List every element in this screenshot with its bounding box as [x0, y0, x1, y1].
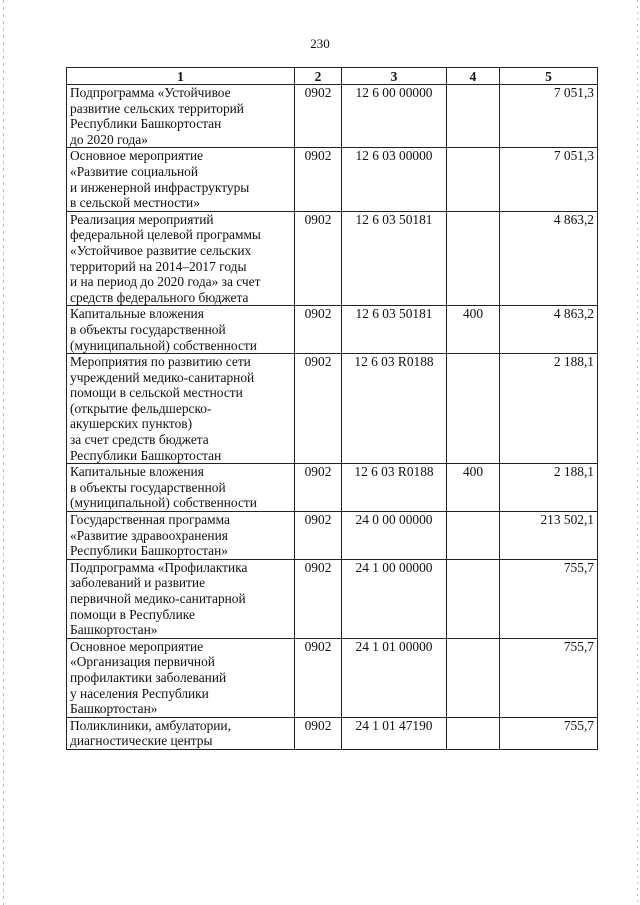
row-sum-cell: [500, 638, 598, 717]
row-expense-type-cell: [447, 211, 500, 306]
row-target-article-cell: [342, 306, 447, 354]
row-name-cell: [67, 717, 295, 749]
row-sum-cell-text: 213 502,1: [540, 512, 594, 528]
row-name-cell-text: Государственная программа «Развитие здравоохранения Республики Башкортостан»: [70, 512, 230, 559]
row-sum-cell-text: 4 863,2: [553, 306, 594, 322]
table-row: [67, 148, 598, 211]
scan-edge-left: [3, 0, 4, 905]
row-target-article-cell: [342, 85, 447, 148]
column-header-2: 2: [295, 68, 342, 85]
row-name-cell-text: Основное мероприятие «Развитие социальной и инженерной инфраструктуры в сельской местности»: [70, 148, 250, 211]
row-expense-type-cell: [447, 148, 500, 211]
row-target-article-cell: [342, 512, 447, 560]
row-section-cell: [295, 512, 342, 560]
row-sum-cell-text: 755,7: [563, 638, 594, 654]
row-section-cell-text: 0902: [304, 306, 332, 322]
row-section-cell: [295, 559, 342, 638]
row-name-cell: [67, 464, 295, 512]
row-section-cell-text: 0902: [304, 512, 332, 528]
column-header-5: 5: [500, 68, 598, 85]
row-name-cell-text: Капитальные вложения в объекты государственной (муниципальной) собственности: [70, 464, 257, 511]
table-row: [67, 211, 598, 306]
row-target-article-cell-text: 12 6 03 R0188: [354, 464, 434, 480]
row-section-cell-text: 0902: [304, 464, 332, 480]
row-name-cell-text: Подпрограмма «Профилактика заболеваний и развитие первичной медико-санитарной помощи в Республике Башкортостан»: [70, 559, 248, 638]
row-expense-type-cell: [447, 354, 500, 464]
row-name-cell: [67, 638, 295, 717]
row-name-cell: [67, 559, 295, 638]
row-sum-cell: [500, 559, 598, 638]
row-section-cell: [295, 306, 342, 354]
row-target-article-cell-text: 12 6 03 50181: [355, 306, 433, 322]
row-target-article-cell-text: 24 1 01 47190: [355, 717, 433, 733]
row-sum-cell-text: 2 188,1: [553, 354, 594, 370]
row-section-cell: [295, 464, 342, 512]
row-name-cell: [67, 512, 295, 560]
table-row: [67, 85, 598, 148]
scan-edge-right: [637, 0, 638, 905]
row-sum-cell: [500, 464, 598, 512]
row-target-article-cell: [342, 354, 447, 464]
table-header: [67, 68, 598, 85]
row-sum-cell-text: 4 863,2: [553, 211, 594, 227]
row-sum-cell: [500, 512, 598, 560]
row-target-article-cell-text: 12 6 00 00000: [355, 85, 433, 100]
row-section-cell: [295, 148, 342, 211]
row-section-cell-text: 0902: [304, 717, 332, 733]
row-expense-type-cell-text: 400: [462, 306, 484, 322]
row-name-cell: [67, 306, 295, 354]
row-section-cell: [295, 211, 342, 306]
row-section-cell-text: 0902: [304, 211, 332, 227]
row-sum-cell: [500, 85, 598, 148]
header-row: [67, 68, 598, 85]
row-expense-type-cell: [447, 85, 500, 148]
row-expense-type-cell: [447, 638, 500, 717]
table-row: [67, 638, 598, 717]
table-body: [67, 85, 598, 750]
row-name-cell-text: Поликлиники, амбулатории, диагностические центры: [70, 717, 231, 749]
row-name-cell-text: Реализация мероприятий федеральной целевой программы «Устойчивое развитие сельских территорий на 2014–2017 годы и на период до 2020 года» за счет средств федерального бюджета: [70, 211, 261, 305]
row-sum-cell-text: 755,7: [563, 559, 594, 575]
row-name-cell: [67, 354, 295, 464]
row-target-article-cell-text: 24 0 00 00000: [355, 512, 433, 528]
row-target-article-cell: [342, 638, 447, 717]
table-row: [67, 559, 598, 638]
row-expense-type-cell: [447, 306, 500, 354]
column-header-4: 4: [447, 68, 500, 85]
row-target-article-cell-text: 12 6 03 00000: [355, 148, 433, 164]
row-target-article-cell: [342, 464, 447, 512]
row-name-cell-text: Мероприятия по развитию сети учреждений медико-санитарной помощи в сельской местности (открытие фельдшерско- акушерских пунктов) за счет средств бюджета Республики Башкортостан: [70, 354, 255, 463]
row-name-cell: [67, 85, 295, 148]
column-header-3: 3: [342, 68, 447, 85]
row-expense-type-cell: [447, 512, 500, 560]
table-row: [67, 512, 598, 560]
row-sum-cell: [500, 211, 598, 306]
row-sum-cell: [500, 148, 598, 211]
row-sum-cell-text: 7 051,3: [553, 85, 594, 100]
row-name-cell-text: Капитальные вложения в объекты государственной (муниципальной) собственности: [70, 306, 257, 353]
row-name-cell-text: Основное мероприятие «Организация первичной профилактики заболеваний у населения Республики Башкортостан»: [70, 638, 227, 717]
row-section-cell-text: 0902: [304, 85, 332, 100]
row-target-article-cell-text: 24 1 00 00000: [355, 559, 433, 575]
row-section-cell-text: 0902: [304, 559, 332, 575]
row-sum-cell-text: 7 051,3: [553, 148, 594, 164]
row-sum-cell: [500, 354, 598, 464]
row-section-cell: [295, 85, 342, 148]
row-section-cell-text: 0902: [304, 148, 332, 164]
row-sum-cell: [500, 717, 598, 749]
row-section-cell-text: 0902: [304, 638, 332, 654]
row-section-cell-text: 0902: [304, 354, 332, 370]
row-sum-cell-text: 2 188,1: [553, 464, 594, 480]
row-name-cell: [67, 211, 295, 306]
row-expense-type-cell-text: 400: [462, 464, 484, 480]
row-target-article-cell: [342, 211, 447, 306]
row-section-cell: [295, 354, 342, 464]
row-sum-cell: [500, 306, 598, 354]
row-target-article-cell-text: 24 1 01 00000: [355, 638, 433, 654]
row-name-cell-text: Подпрограмма «Устойчивое развитие сельских территорий Республики Башкортостан до 2020 года»: [70, 85, 244, 147]
table-row: [67, 354, 598, 464]
row-sum-cell-text: 755,7: [563, 717, 594, 733]
row-expense-type-cell: [447, 464, 500, 512]
row-section-cell: [295, 638, 342, 717]
row-target-article-cell: [342, 148, 447, 211]
budget-table: [66, 67, 598, 750]
row-name-cell: [67, 148, 295, 211]
table-row: [67, 464, 598, 512]
row-target-article-cell: [342, 559, 447, 638]
row-expense-type-cell: [447, 559, 500, 638]
row-target-article-cell: [342, 717, 447, 749]
row-target-article-cell-text: 12 6 03 50181: [355, 211, 433, 227]
column-header-1: 1: [67, 68, 295, 85]
row-expense-type-cell: [447, 717, 500, 749]
row-section-cell: [295, 717, 342, 749]
row-target-article-cell-text: 12 6 03 R0188: [354, 354, 434, 370]
table-row: [67, 717, 598, 749]
page-number: 230: [310, 36, 330, 51]
table-row: [67, 306, 598, 354]
